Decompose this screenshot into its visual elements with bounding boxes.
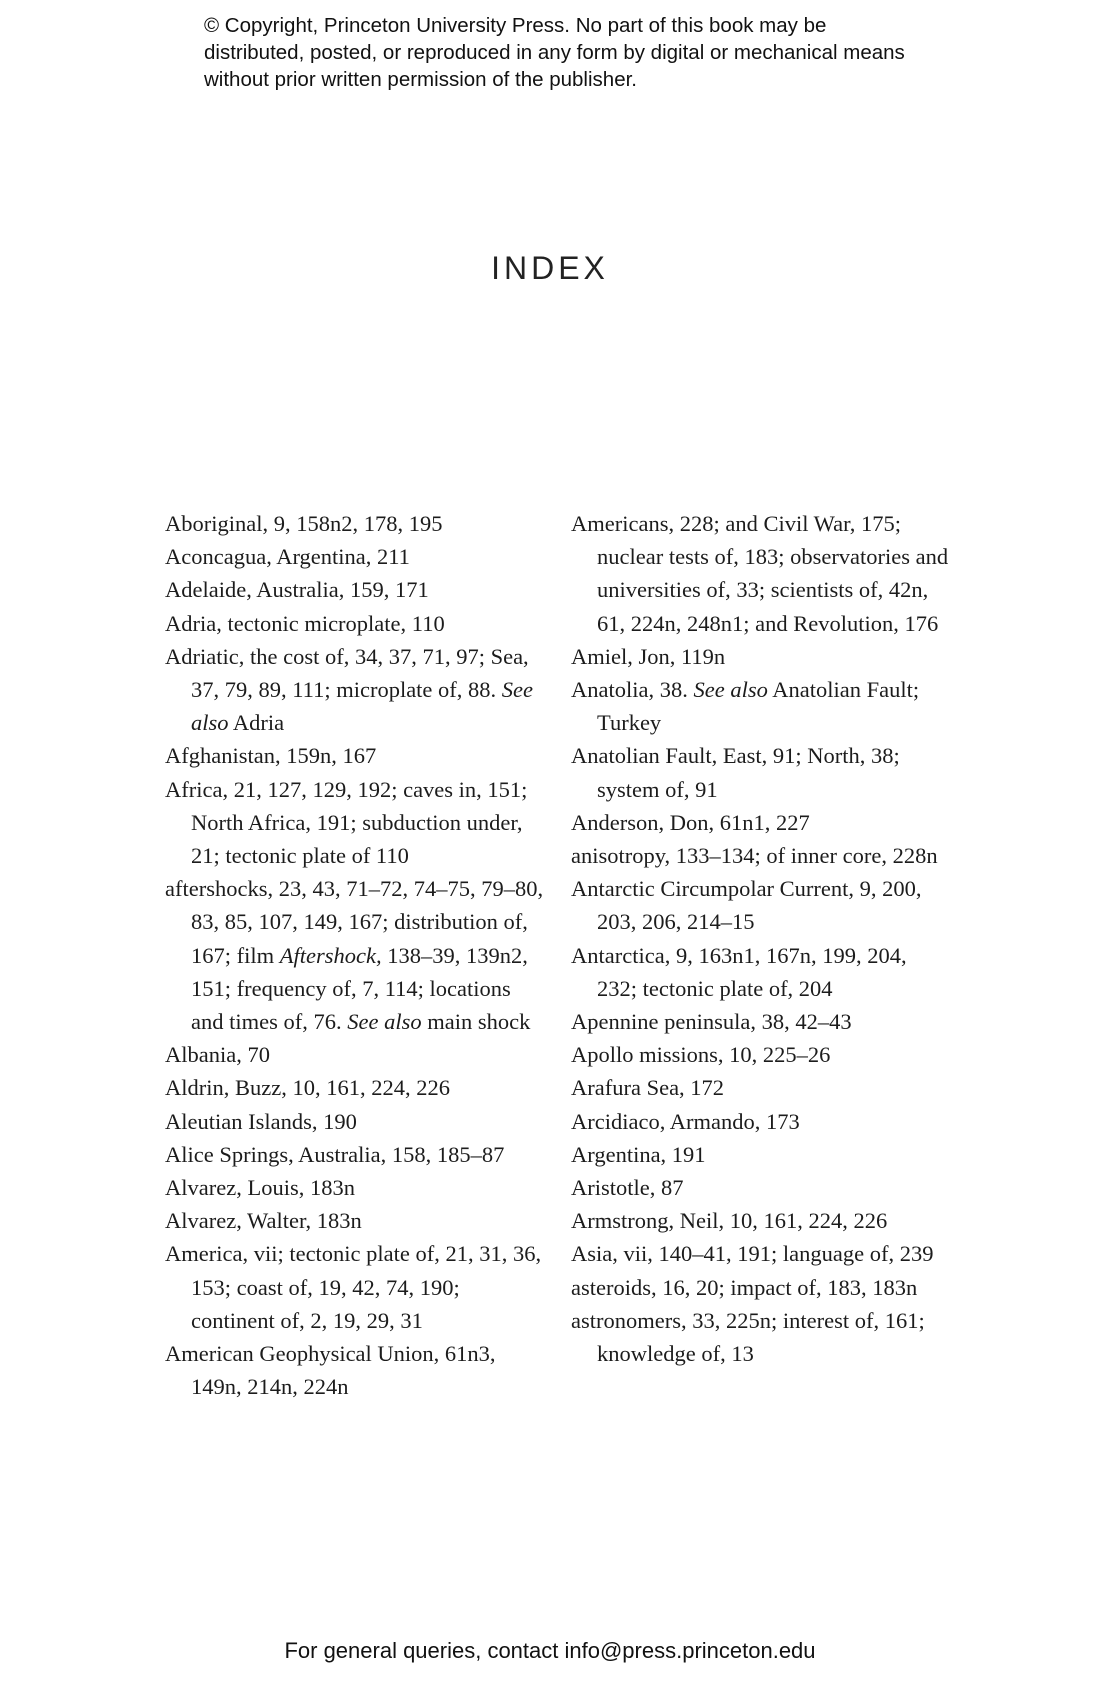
index-entry-text: Albania, 70 xyxy=(165,1042,270,1068)
index-entry xyxy=(571,1271,951,1304)
index-entry-text: Apollo missions, 10, 225–26 xyxy=(571,1042,831,1068)
index-entry-text: Adria, tectonic microplate, 110 xyxy=(165,610,445,636)
index-entry-text: Arafura Sea, 172 xyxy=(571,1075,725,1101)
index-entry xyxy=(571,939,951,1005)
index-entry-italic: Aftershock, xyxy=(279,942,382,968)
index-entry-text: Asia, vii, 140–41, 191; language of, 239 xyxy=(571,1241,934,1267)
index-entry xyxy=(165,640,545,740)
index-entry-text: Aldrin, Buzz, 10, 161, 224, 226 xyxy=(165,1075,450,1101)
index-entry xyxy=(571,1138,951,1171)
index-entry-text: Aleutian Islands, 190 xyxy=(165,1108,357,1134)
index-entry xyxy=(165,607,545,640)
index-entry-text: Amiel, Jon, 119n xyxy=(571,643,726,669)
index-entry xyxy=(165,773,545,873)
index-entry xyxy=(165,1337,545,1403)
index-entry xyxy=(571,673,951,739)
index-entry xyxy=(165,1138,545,1171)
index-entry-text: Aboriginal, 9, 158n2, 178, 195 xyxy=(165,511,443,536)
index-entry-text: 138–39, 139n2, 151; frequency of, 7, 114; locations and times of, 76. xyxy=(191,942,528,1035)
index-entry-text: asteroids, 16, 20; impact of, 183, 183n xyxy=(571,1274,918,1300)
index-entry-text: main shock xyxy=(427,1009,531,1035)
index-entry-text: American Geophysical Union, 61n3, 149n, 214n, 224n xyxy=(165,1341,496,1400)
index-entry xyxy=(165,540,545,573)
page-title: INDEX xyxy=(491,250,609,286)
index-entry-text: Adria xyxy=(232,710,285,736)
index-entry-text: Anatolian Fault; Turkey xyxy=(597,677,920,736)
index-entry xyxy=(165,573,545,606)
index-entry-text: Apennine peninsula, 38, 42–43 xyxy=(571,1009,852,1035)
index-entry xyxy=(571,806,951,839)
index-entry xyxy=(571,1105,951,1138)
index-entry xyxy=(165,1038,545,1071)
index-entry xyxy=(571,839,951,872)
index-entry xyxy=(165,1204,545,1237)
index-column-left xyxy=(165,507,545,1403)
index-entry xyxy=(571,872,951,938)
index-entry xyxy=(165,872,545,1038)
index-entry xyxy=(165,507,545,540)
index-entry-text: Anderson, Don, 61n1, 227 xyxy=(571,809,810,835)
index-column-right xyxy=(571,507,951,1370)
index-entry xyxy=(571,1005,951,1038)
index-entry-text: Arcidiaco, Armando, 173 xyxy=(571,1108,800,1134)
index-entry-text: Aristotle, 87 xyxy=(571,1175,684,1201)
index-entry xyxy=(165,1105,545,1138)
index-entry-text: Africa, 21, 127, 129, 192; caves in, 151; North Africa, 191; subduction under, 21; tectonic plate of 110 xyxy=(165,776,528,869)
index-entry-text: Anatolian Fault, East, 91; North, 38; system of, 91 xyxy=(571,743,900,802)
index-entry-text: Armstrong, Neil, 10, 161, 224, 226 xyxy=(571,1208,888,1234)
index-entry-italic: See also xyxy=(347,1009,422,1035)
index-entry-text: astronomers, 33, 225n; interest of, 161; knowledge of, 13 xyxy=(571,1307,925,1367)
index-entry xyxy=(165,1237,545,1337)
index-entry-text: Alice Springs, Australia, 158, 185–87 xyxy=(165,1141,505,1167)
index-entry xyxy=(571,739,951,805)
index-entry-text: Antarctica, 9, 163n1, 167n, 199, 204, 232; tectonic plate of, 204 xyxy=(571,942,907,1001)
index-entry-text: anisotropy, 133–134; of inner core, 228n xyxy=(571,843,938,869)
index-entry xyxy=(165,1171,545,1204)
index-entry-text: Adelaide, Australia, 159, 171 xyxy=(165,577,429,603)
index-entry-text: Afghanistan, 159n, 167 xyxy=(165,743,377,769)
copyright-notice: © Copyright, Princeton University Press. No part of this book may be distributed, posted, or reproduced in any form by digital or mechanical means without prior written permission of the publisher. xyxy=(204,14,905,91)
index-entry xyxy=(571,1304,951,1370)
index-entry xyxy=(571,640,951,673)
index-entry-text: Aconcagua, Argentina, 211 xyxy=(165,544,410,570)
index-entry-italic: See also xyxy=(191,677,534,736)
index-entry-text: Alvarez, Walter, 183n xyxy=(165,1208,362,1234)
index-entry-text: Americans, 228; and Civil War, 175; nuclear tests of, 183; observatories and universities of, 33; scientists of, 42n, 61, 224n, 248n1; and Revolution, 176 xyxy=(571,511,949,636)
index-entry xyxy=(571,1071,951,1104)
index-entry-text: Anatolia, 38. xyxy=(571,677,688,703)
index-entry-italic: See also xyxy=(693,677,768,703)
index-entry-text: Adriatic, the cost of, 34, 37, 71, 97; Sea, 37, 79, 89, 111; microplate of, 88. xyxy=(165,643,529,703)
index-entry-text: Antarctic Circumpolar Current, 9, 200, 203, 206, 214–15 xyxy=(571,876,922,935)
index-entry xyxy=(571,507,951,640)
footer-contact: For general queries, contact info@press.princeton.edu xyxy=(284,1638,816,1663)
index-entry xyxy=(571,1204,951,1237)
index-entry xyxy=(571,1237,951,1270)
index-entry xyxy=(571,1171,951,1204)
index-entry-text: Alvarez, Louis, 183n xyxy=(165,1175,355,1201)
index-entry xyxy=(571,1038,951,1071)
index-entry xyxy=(165,739,545,772)
index-entry-text: America, vii; tectonic plate of, 21, 31, 36, 153; coast of, 19, 42, 74, 190; continent of, 2, 19, 29, 31 xyxy=(165,1241,542,1333)
index-entry-text: aftershocks, 23, 43, 71–72, 74–75, 79–80, 83, 85, 107, 149, 167; distribution of, 167; film xyxy=(165,876,544,968)
index-entry-text: Argentina, 191 xyxy=(571,1141,706,1167)
index-entry xyxy=(165,1071,545,1104)
